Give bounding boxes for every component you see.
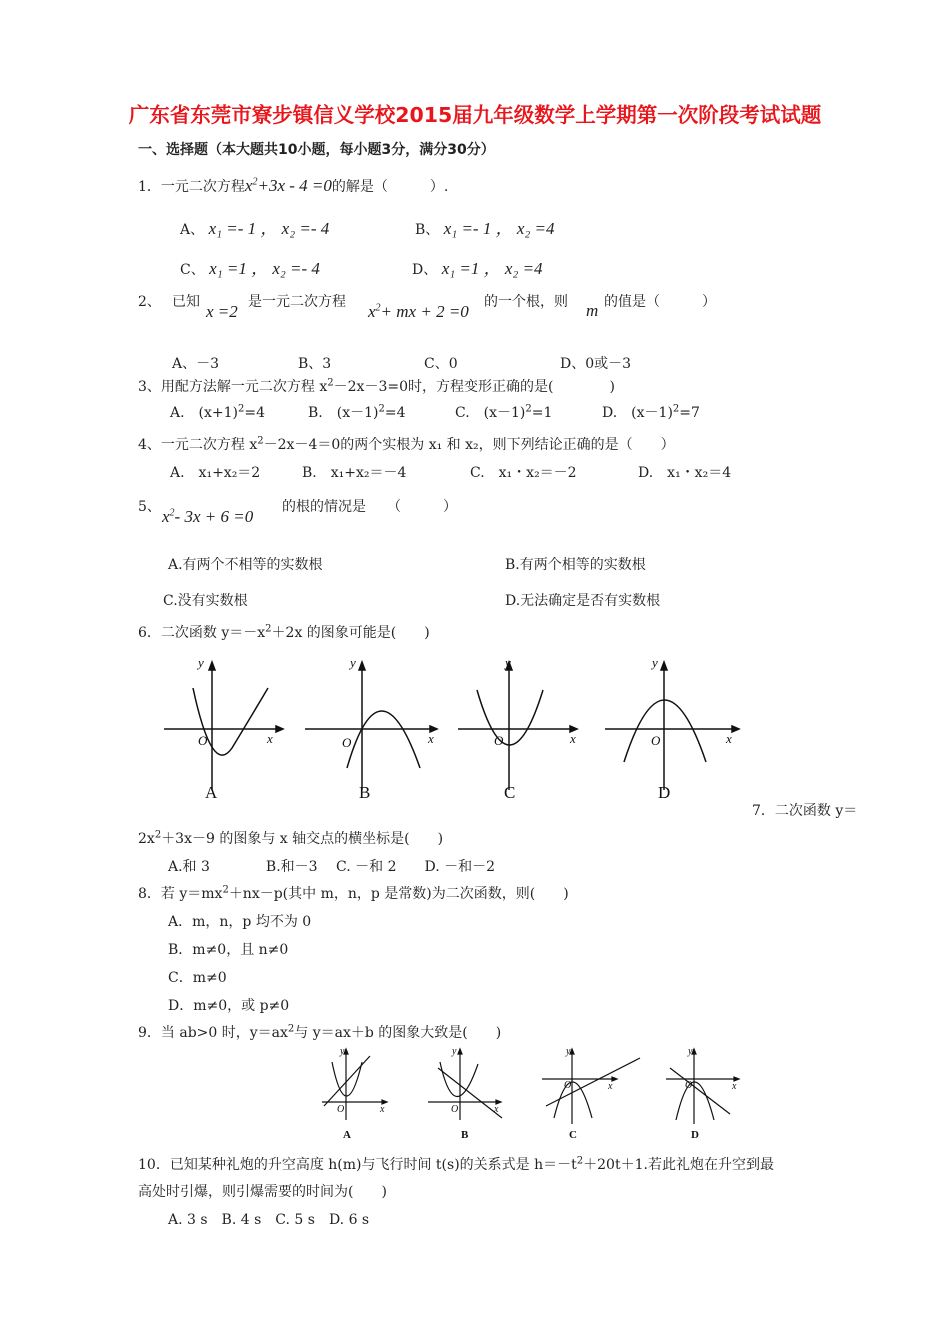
parabola-curve bbox=[440, 1062, 478, 1097]
q9-label-c: C bbox=[569, 1129, 577, 1141]
q6-label-a: A bbox=[205, 783, 218, 802]
q9-graph-c[interactable] bbox=[542, 1049, 640, 1124]
q9-graph-d[interactable] bbox=[666, 1049, 739, 1124]
parabola-curve bbox=[477, 690, 543, 745]
q4-option-b[interactable]: B. x₁+x₂＝－4 bbox=[302, 465, 407, 481]
q7-stem-b: $2x^2+3x-9$ 的图象与 x 轴交点的横坐标是( ) bbox=[138, 829, 444, 847]
page-title: 广东省东莞市寮步镇信义学校2015届九年级数学上学期第一次阶段考试试题 bbox=[128, 103, 822, 127]
q6-label-b: B bbox=[359, 783, 371, 802]
line-graph bbox=[324, 1056, 370, 1106]
question-4: 4、一元二次方程 $x^2-2x-4=0$的两个实根为 x₁ 和 x₂，则下列结论正确的是（ ） bbox=[138, 435, 675, 453]
question-3: 3、用配方法解一元二次方程 $x^2-2x-3=0$时，方程变形正确的是( ) bbox=[138, 377, 615, 395]
q8-option-c[interactable]: C．m≠0 bbox=[168, 970, 227, 986]
q5-stem: 的根的情况是 （ ） bbox=[282, 499, 457, 515]
y-axis-arrow bbox=[359, 662, 365, 670]
q4-option-c[interactable]: C. x₁・x₂＝－2 bbox=[470, 465, 577, 481]
q5-option-a[interactable]: A.有两个不相等的实数根 bbox=[168, 557, 323, 573]
q6-a-origin: O bbox=[198, 733, 208, 748]
q5-number: 5、 bbox=[138, 499, 161, 515]
parabola-curve bbox=[624, 700, 706, 762]
q1-option-d[interactable]: D、 x₁ =1 ， x₂ =4 bbox=[412, 259, 543, 278]
q2-stem-d: 的值是（ ） bbox=[604, 294, 716, 310]
q6-c-origin: O bbox=[494, 733, 504, 748]
q6-graphs bbox=[150, 650, 750, 810]
q9-a-y-label: y bbox=[340, 1046, 345, 1057]
q6-graph-d[interactable] bbox=[605, 662, 739, 790]
q9-label-b: B bbox=[461, 1129, 469, 1141]
line-graph bbox=[438, 1068, 502, 1118]
q2-number: 2、 bbox=[138, 294, 161, 310]
q1-option-a[interactable]: A、 x₁ =- 1 ， x₂ =- 4 bbox=[180, 219, 330, 238]
q2-stem-c: 的一个根，则 bbox=[484, 294, 568, 310]
q6-a-x-label: x bbox=[267, 731, 273, 746]
q9-label-d: D bbox=[691, 1129, 699, 1141]
q9-c-origin: O bbox=[564, 1080, 572, 1091]
y-axis-arrow bbox=[661, 662, 667, 670]
q9-c-x-label: x bbox=[608, 1081, 613, 1092]
q9-b-y-label: y bbox=[452, 1046, 457, 1057]
q6-d-x-label: x bbox=[726, 731, 732, 746]
q2-option-a[interactable]: A、－3 bbox=[172, 356, 220, 372]
x-axis-arrow bbox=[732, 726, 739, 732]
q6-graph-a[interactable] bbox=[164, 662, 283, 790]
q2-variable-m: m bbox=[586, 301, 599, 320]
q3-option-b[interactable]: B. $(x-1)^2=4$ bbox=[308, 403, 406, 421]
section-heading: 一、选择题（本大题共10小题，每小题3分，满分30分） bbox=[138, 142, 495, 158]
parabola-curve bbox=[347, 711, 420, 768]
y-axis-arrow bbox=[209, 662, 215, 670]
q9-graph-b[interactable] bbox=[428, 1049, 502, 1120]
parabola-curve bbox=[332, 1062, 362, 1096]
q4-option-a[interactable]: A. x₁+x₂＝2 bbox=[170, 465, 261, 481]
q6-d-origin: O bbox=[651, 733, 661, 748]
q3-option-a[interactable]: A. $(x+1)^2=4$ bbox=[170, 403, 266, 421]
q10-options[interactable]: A. 3 s B. 4 s C. 5 s D. 6 s bbox=[168, 1212, 370, 1228]
q2-equation-1: x =2 bbox=[206, 302, 238, 321]
q2-option-b[interactable]: B、3 bbox=[298, 356, 332, 372]
q5-option-d[interactable]: D.无法确定是否有实数根 bbox=[505, 593, 661, 609]
q8-option-b[interactable]: B．m≠0，且 n≠0 bbox=[168, 942, 289, 958]
x-axis-arrow bbox=[276, 726, 283, 732]
q9-a-x-label: x bbox=[380, 1104, 385, 1115]
q6-c-x-label: x bbox=[570, 731, 576, 746]
q9-graphs bbox=[310, 1040, 750, 1145]
q2-stem-b: 是一元二次方程 bbox=[248, 294, 346, 310]
q2-stem-a: 已知 bbox=[172, 294, 200, 310]
q4-option-d[interactable]: D. x₁・x₂＝4 bbox=[638, 465, 732, 481]
q6-b-x-label: x bbox=[428, 731, 434, 746]
q9-b-origin: O bbox=[451, 1104, 459, 1115]
q3-option-c[interactable]: C. $(x-1)^2=1$ bbox=[455, 403, 553, 421]
q2-option-d[interactable]: D、0或－3 bbox=[560, 356, 632, 372]
q1-stem-a: 1．一元二次方程 bbox=[138, 179, 245, 195]
q7-stem-a: 7．二次函数 y＝ bbox=[752, 803, 858, 819]
q6-a-y-label: y bbox=[198, 655, 204, 670]
q10-line-1: 10．已知某种礼炮的升空高度 h(m)与飞行时间 t(s)的关系式是 $h=-t^2+20t+1$.若此礼炮在升空到最 bbox=[138, 1155, 774, 1173]
y-axis-arrow bbox=[570, 1049, 574, 1054]
q9-d-x-label: x bbox=[732, 1081, 737, 1092]
q9-d-y-label: y bbox=[688, 1046, 693, 1057]
q1-stem-b: 的解是（ ）. bbox=[331, 179, 449, 195]
y-axis-arrow bbox=[692, 1049, 696, 1054]
q9-a-origin: O bbox=[337, 1104, 345, 1115]
q6-label-c: C bbox=[504, 783, 516, 802]
q8-option-a[interactable]: A．m，n，p 均不为 0 bbox=[168, 914, 312, 930]
q6-graph-c[interactable] bbox=[458, 662, 577, 790]
q6-b-y-label: y bbox=[350, 655, 356, 670]
q1-equation: $x^2+3x - 4 =0$ bbox=[244, 176, 332, 195]
q9-d-origin: O bbox=[685, 1080, 693, 1091]
q8-option-d[interactable]: D．m≠0，或 p≠0 bbox=[168, 998, 290, 1014]
q5-option-c[interactable]: C.没有实数根 bbox=[163, 593, 248, 609]
q6-b-origin: O bbox=[342, 735, 352, 750]
x-axis-arrow bbox=[612, 1077, 617, 1081]
q2-option-c[interactable]: C、0 bbox=[424, 356, 458, 372]
question-1 bbox=[138, 176, 448, 196]
q6-c-y-label: y bbox=[505, 655, 511, 670]
q9-graph-a[interactable] bbox=[322, 1049, 387, 1120]
q9-label-a: A bbox=[343, 1129, 351, 1141]
line-graph bbox=[546, 1058, 640, 1106]
question-6: 6．二次函数 $y=-x^2+2x$ 的图象可能是( ) bbox=[138, 623, 430, 641]
question-9: 9．当 ab>0 时，$y=ax^2$与 y＝ax＋b 的图象大致是( ) bbox=[138, 1023, 502, 1041]
y-axis-arrow bbox=[344, 1049, 348, 1054]
q6-d-y-label: y bbox=[652, 655, 658, 670]
q6-graph-b[interactable] bbox=[305, 662, 437, 790]
q1-option-b[interactable]: B、 x₁ =- 1 ， x₂ =4 bbox=[415, 219, 555, 238]
q10-line-2: 高处时引爆，则引爆需要的时间为( ) bbox=[138, 1184, 387, 1200]
question-8: 8．若 $y=mx^2+nx-p$(其中 m，n，p 是常数)为二次函数，则( ) bbox=[138, 884, 569, 902]
q1-option-c[interactable]: C、 x₁ =1 ， x₂ =- 4 bbox=[180, 259, 320, 278]
q3-option-d[interactable]: D. $(x-1)^2=7$ bbox=[602, 403, 700, 421]
q5-option-b[interactable]: B.有两个相等的实数根 bbox=[505, 557, 646, 573]
q9-b-x-label: x bbox=[494, 1104, 499, 1115]
q6-label-d: D bbox=[658, 783, 671, 802]
q7-options[interactable]: A.和 3 B.和－3 C. －和 2 D. －和－2 bbox=[168, 859, 496, 875]
q2-equation-2: $x^2+$ mx + 2 =0 bbox=[368, 302, 469, 321]
q5-equation: $x^2-$ 3x + 6 =0 bbox=[162, 507, 254, 526]
y-axis-arrow bbox=[458, 1049, 462, 1054]
q9-c-y-label: y bbox=[566, 1046, 571, 1057]
parabola-curve bbox=[554, 1082, 592, 1118]
